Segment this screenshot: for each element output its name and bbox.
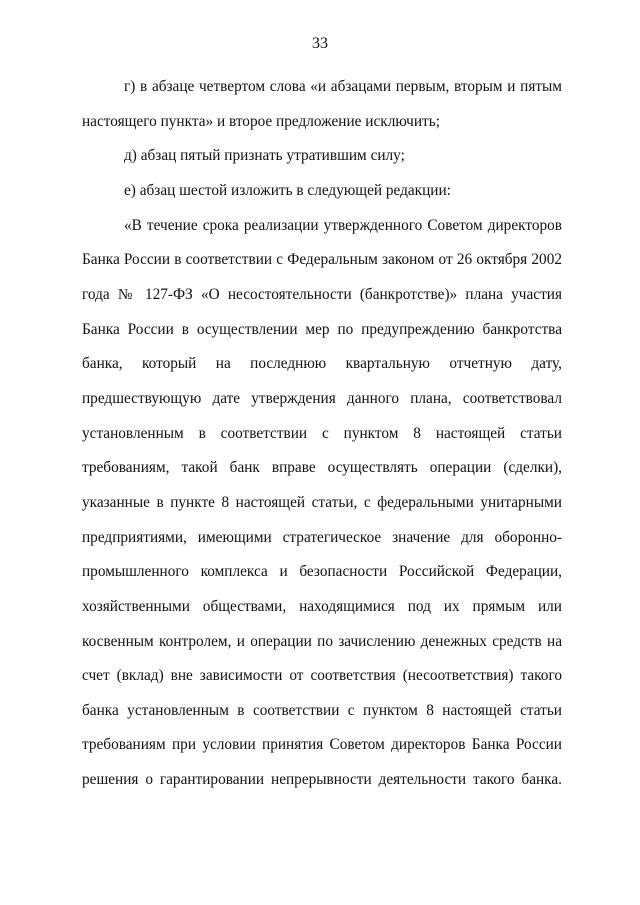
document-body <box>82 70 562 798</box>
page-number: 33 <box>312 35 328 52</box>
paragraph-d: д) абзац пятый признать утратившим силу; <box>124 147 405 165</box>
paragraph-g: г) в абзаце четвертом слова «и абзацами первым, вторым и пятым настоящего пункта» и второе предложение исключить; <box>82 78 562 130</box>
paragraph-new-text: «В течение срока реализации утвержденного Советом директоров Банка России в соответствии с Федеральным законом от 26 октября 2002 года № 127-ФЗ «О несостоятельности (банкротстве)» плана участия Банка России в осуществлении мер по предупреждению банкротства банка, который на последнюю квартальную отчетную дату, предшествующую дате утверждения данного плана, соответствовал установленным в соответствии с пунктом 8 настоящей статьи требованиям, такой банк вправе осуществлять операции (сделки), указанные в пункте 8 настоящей статьи, с федеральными унитарными предприятиями, имеющими стратегическое значение для оборонно-промышленного комплекса и безопасности Российской Федерации, хозяйственными обществами, находящимися под их прямым или косвенным контролем, и операции по зачислению денежных средств на счет (вклад) вне зависимости от соответствия (несоответствия) такого банка установленным в соответствии с пунктом 8 настоящей статьи требованиям при условии принятия Советом директоров Банка России решения о гарантировании непрерывности деятельности такого банка. <box>82 216 562 789</box>
paragraph-e: е) абзац шестой изложить в следующей редакции: <box>124 181 451 199</box>
